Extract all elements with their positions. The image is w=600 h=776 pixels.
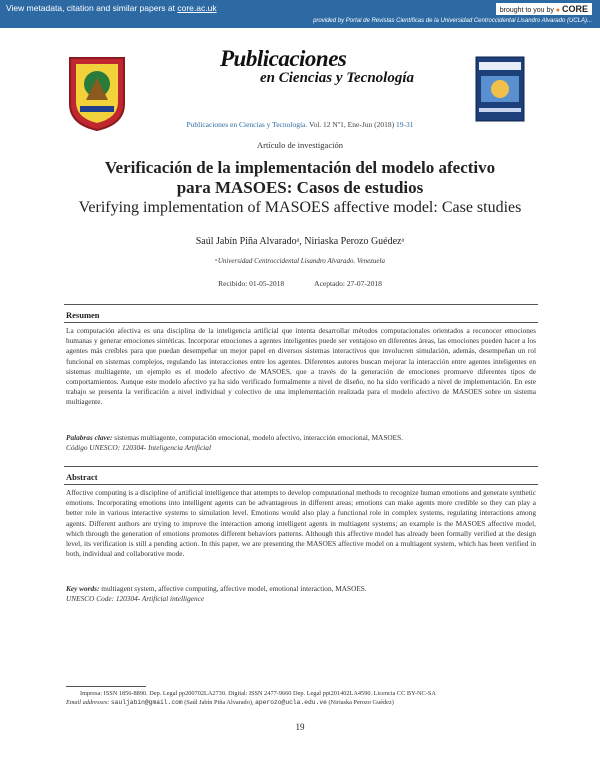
title-english: Verifying implementation of MASOES affective model: Case studies [78,199,522,216]
page-number: 19 [295,722,305,732]
core-link[interactable]: core.ac.uk [177,3,217,13]
authors: Saúl Jabín Piña Alvaradoᵃ, Niriaska Perozo Guédezᵃ [195,236,405,247]
resumen-unesco: Código UNESCO: 120304- Inteligencia Artificial [66,443,211,452]
journal-masthead [200,46,430,96]
divider [64,304,538,305]
journal-cover-icon [475,56,525,122]
provider-bar: provided by Portal de Revistas Científicas de la Universidad Centroccidental Lisandro Alvarado (UCLA)... [0,17,600,28]
core-logo-icon: ● [555,7,561,14]
divider [64,484,538,485]
email-link[interactable]: sauljabin@gmail.com [110,699,183,706]
dates [0,279,600,288]
abstract-unesco: UNESCO Code: 120304- Artificial intelligence [66,594,205,603]
resumen-keywords: Palabras clave: sistemas multiagente, computación emocional, modelo afectivo, interacción emocional, MASOES. [66,433,403,442]
abstract-text: Affective computing is a discipline of artificial intelligence that attempts to develop computational methods to recognize human emotions and generate synthetic emotions. Incorporating emotions into intelligent agents can be advantageous in different areas; emotions can make agents more credible so they can play a better role in various interactive systems to simulation level. Emotions would also play a functional role in complex systems, regulating interactions among agents. Different authors are trying to improve the interaction among intelligent agents in multiagent systems; an example is the MASOES affective model, which through the generation of emotions promotes different behaviors patterns. Although this affective model has already been formally verified at the design level, its verification is still a pending action. In this paper, we are presenting the MASOES affective model on a multiagent system, which has been verified in both, individual and collaborative mode. [66,488,536,559]
journal-citation: Publicaciones en Ciencias y Tecnología. Vol. 12 Nº1, Ene-Jun (2018) 19-31 [186,120,414,129]
email-link[interactable]: aperozo@ucla.edu.ve [255,699,327,706]
issn-line: Impresa: ISSN 1856-8890. Dep. Legal pp200702LA2730. Digital: ISSN 2477-9660 Dep. Legal ppi201402LA4590. Licencia CC BY-NC-SA [80,690,436,697]
title-spanish: Verificación de la implementación del modelo afectivo para MASOES: Casos de estudios [104,158,496,197]
masthead-line1: Publicaciones [220,46,347,71]
abstract-heading: Abstract [66,472,98,482]
affiliation: ᵃUniversidad Centroccidental Lisandro Alvarado. Venezuela [215,257,385,265]
core-banner [0,0,600,17]
divider [64,466,538,467]
core-badge[interactable]: brought to you by ● CORE [496,3,592,15]
divider [64,322,538,323]
resumen-text: La computación afectiva es una disciplina de la inteligencia artificial que intenta desarrollar métodos computacionales orientados a reconocer emociones humanas y generar emociones sintéticas. Incorporar emociones a agentes inteligentes puede ser ventajoso en diferentes áreas, las emociones pueden hacer a los agentes más creíbles para que puedan desempeñar un mejor papel en diversos sistemas interactivos que involucren simulación, además, desempeñan un rol funcional en sistemas complejos, regulando las interacciones entre los agentes. Diferentes autores buscan mejorar la interacción entre agentes inteligentes en sistemas multiagente, un ejemplo es el modelo afectivo de MASOES, que a través de la generación de emociones promueve diferentes tipos de comportamientos. Aunque este modelo afectivo ya ha sido verificado formalmente a nivel de diseño, no ha sido verificado a nivel de implementación. En este trabajo se presenta la verificación a nivel individual y colectivo de una implementación realizada para el modelo afectivo de MASOES sobre un sistema multiagente. [66,326,536,407]
resumen-heading: Resumen [66,310,100,320]
email-line: Email addresses: sauljabin@gmail.com (Saúl Jabín Piña Alvarado), aperozo@ucla.edu.ve (Niriaska Perozo Guédez) [66,699,394,706]
abstract-keywords: Key words: multiagent system, affective computing, affective model, emotional interaction, MASOES. [66,584,367,593]
metadata-notice: View metadata, citation and similar papers at core.ac.uk [6,3,217,13]
received-date: Recibido: 01-05-2018 [218,279,285,288]
accepted-date: Aceptado: 27-07-2018 [314,279,382,288]
masthead-line2: en Ciencias y Tecnología [260,70,415,86]
pages-link[interactable]: 19-31 [395,120,414,129]
article-type: Artículo de investigación [257,140,343,150]
journal-name-link[interactable]: Publicaciones en Ciencias y Tecnología. [186,120,308,129]
footnote-rule [66,686,146,687]
